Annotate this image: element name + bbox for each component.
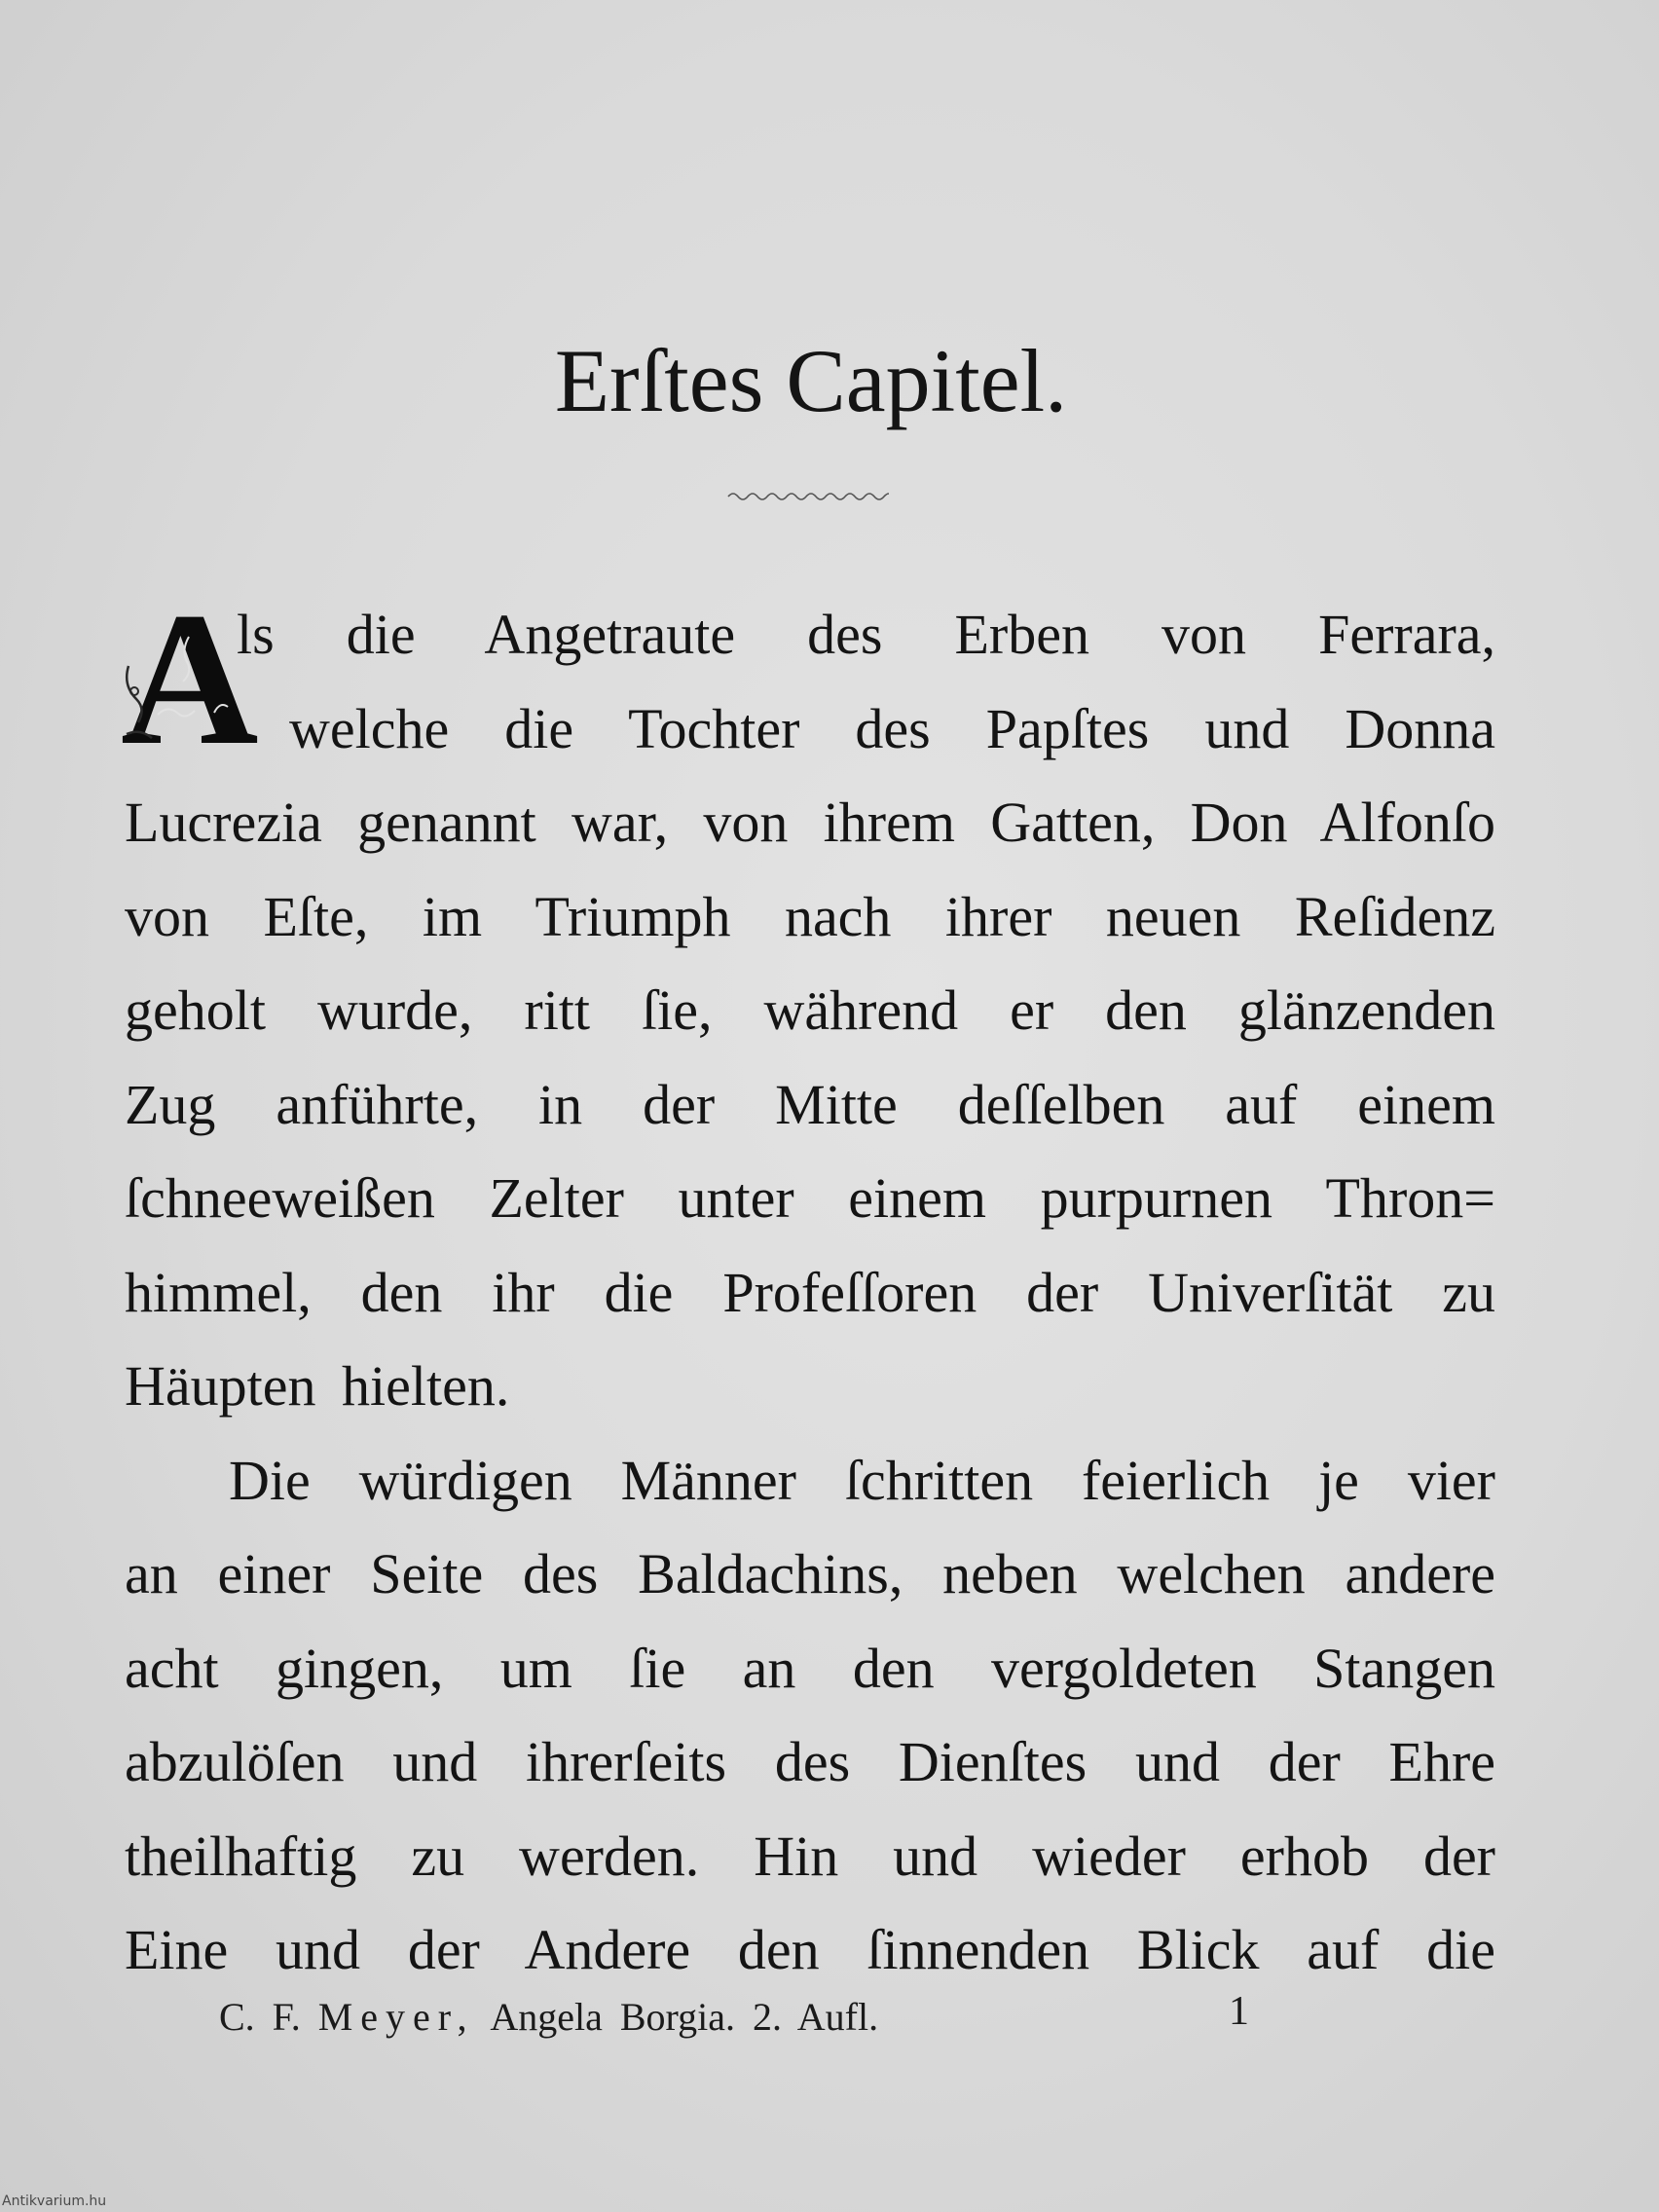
page-number: 1 bbox=[1229, 1989, 1249, 2034]
drop-cap-initial bbox=[121, 573, 259, 785]
text-line: an einer Seite des Baldachins, neben welchen andere bbox=[125, 1542, 1495, 1605]
chapter-title: Erſtes Capitel. bbox=[554, 331, 1068, 430]
paragraph bbox=[125, 1434, 1495, 1998]
text-line: von Eſte, im Triumph nach ihrer neuen Reſidenz bbox=[125, 884, 1495, 948]
text-line: geholt wurde, ritt ſie, während er den glänzenden bbox=[125, 978, 1495, 1042]
text-line: Häupten hielten. bbox=[125, 1354, 510, 1418]
text-line: theilhaftig zu werden. Hin und wieder erhob der bbox=[125, 1824, 1495, 1888]
text-line: Zug anführte, in der Mitte deſſelben auf einem bbox=[125, 1072, 1495, 1136]
drop-cap-letter: A bbox=[121, 573, 259, 785]
text-line: abzulöſen und ihrerſeits des Dienſtes und der Ehre bbox=[125, 1730, 1495, 1793]
signature-initials: C. F. bbox=[219, 1995, 301, 2039]
text-line: Lucrezia genannt war, von ihrem Gatten, Don Alfonſo bbox=[125, 791, 1495, 854]
title-ornament-rule bbox=[726, 487, 889, 506]
text-line: acht gingen, um ſie an den vergoldeten Stangen bbox=[125, 1636, 1495, 1700]
text-line: ſchneeweißen Zelter unter einem purpurnen Thron= bbox=[125, 1166, 1495, 1230]
text-line: Die würdigen Männer ſchritten feierlich je vier bbox=[229, 1448, 1495, 1512]
signature-title: Angela Borgia. 2. Aufl. bbox=[490, 1995, 879, 2039]
text-line: Eine und der Andere den ſinnenden Blick auf die bbox=[125, 1918, 1495, 1981]
body-text bbox=[121, 573, 1495, 1998]
paragraph bbox=[125, 588, 1495, 1434]
footer-signature bbox=[219, 1992, 998, 2043]
text-line: welche die Tochter des Papſtes und Donna bbox=[289, 696, 1495, 760]
drop-cap-ornament bbox=[121, 573, 259, 785]
text-line: ls die Angetraute des Erben von Ferrara, bbox=[237, 603, 1495, 666]
signature-author: Meyer, bbox=[317, 1995, 475, 2039]
text-line: himmel, den ihr die Profeſſoren der Univerſität zu bbox=[125, 1260, 1495, 1324]
watermark: Antikvarium.hu bbox=[2, 2194, 107, 2209]
